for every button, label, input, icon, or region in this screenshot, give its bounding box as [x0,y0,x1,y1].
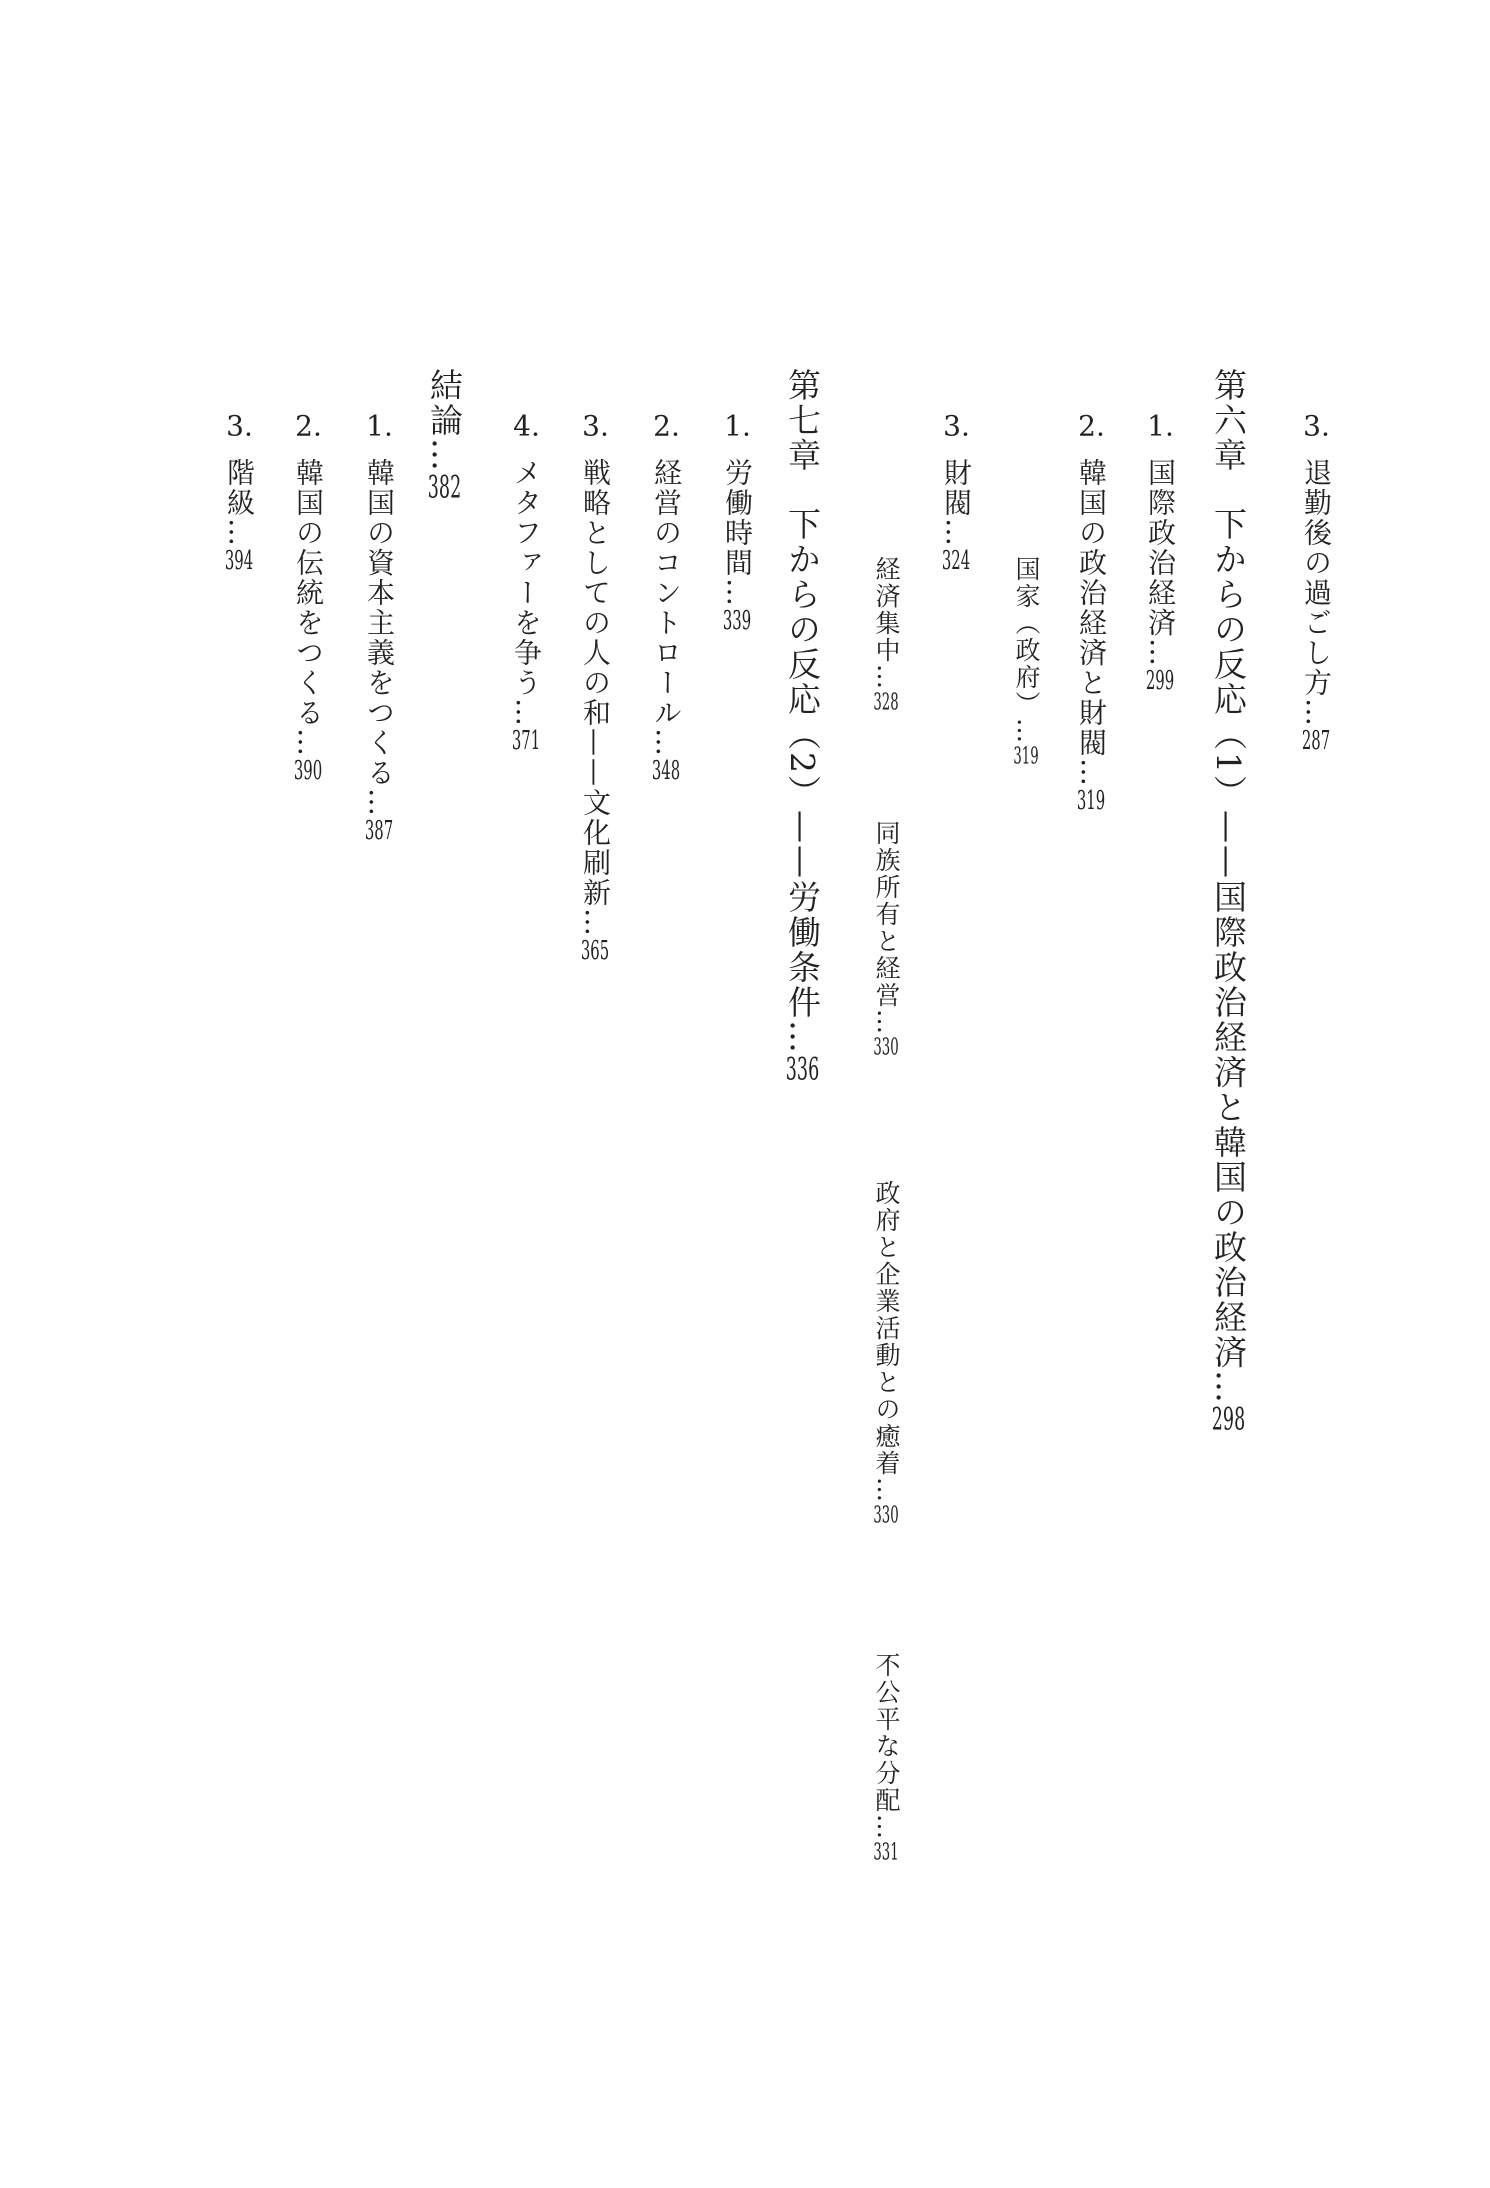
toc-subentry[interactable] [874,556,899,714]
entry-title: メタファーを争う… [510,458,543,728]
toc-entry[interactable] [292,412,325,784]
entry-page: 331 [873,1841,899,1864]
chapter-label: 第六章 [1209,368,1248,473]
entry-page: 319 [1076,788,1106,814]
chapter-heading[interactable] [425,368,464,504]
entry-title: 財閥… [940,458,973,548]
toc-entry[interactable] [1300,412,1333,754]
entry-page: 387 [364,818,394,844]
chapter-title: 下からの反応（2）——労働条件… [783,507,822,1055]
entry-page: 371 [511,728,541,754]
entry-number: 1. [366,412,393,440]
entry-page: 330 [873,1504,899,1527]
toc-entry[interactable] [223,412,256,574]
entry-number: 3. [226,412,253,440]
entry-page: 394 [224,548,254,574]
entry-title: 同族所有と経営… [872,820,901,1036]
entry-page: 328 [873,691,899,714]
entry-title: 国家（政府）… [1012,556,1041,745]
entry-number: 3. [1303,412,1330,440]
entry-title: 韓国の伝統をつくる… [292,458,325,758]
entry-title: 韓国の政治経済と財閥… [1075,458,1108,788]
entry-title: 戦略としての人の和——文化刷新… [579,458,612,938]
entry-number: 3. [943,412,970,440]
entry-page: 382 [427,473,462,504]
entry-number: 2. [653,412,680,440]
entry-page: 299 [1145,668,1175,694]
toc-entry[interactable] [579,412,612,964]
entry-title: 韓国の資本主義をつくる… [363,458,396,818]
toc-entry[interactable] [650,412,683,784]
entry-page: 324 [941,548,971,574]
entry-title: 国際政治経済… [1144,458,1177,668]
entry-page: 348 [651,758,681,784]
chapter-heading[interactable] [783,368,822,1086]
entry-page: 287 [1301,728,1331,754]
entry-page: 298 [1211,1405,1246,1436]
toc-subentry[interactable] [1014,556,1039,768]
toc-entry[interactable] [1075,412,1108,814]
entry-page: 330 [873,1036,899,1059]
entry-page: 365 [580,938,610,964]
entry-title: 経営のコントロール… [650,458,683,758]
entry-number: 2. [295,412,322,440]
entry-page: 390 [293,758,323,784]
entry-page: 319 [1013,745,1039,768]
entry-number: 3. [582,412,609,440]
chapter-title: 結論… [425,368,464,473]
toc-subentry[interactable] [874,1652,899,1864]
entry-number: 4. [513,412,540,440]
toc-subentry[interactable] [874,1180,899,1527]
entry-title: 階級… [223,458,256,548]
entry-title: 経済集中… [872,556,901,691]
entry-page: 339 [722,608,752,634]
entry-number: 1. [724,412,751,440]
toc-entry[interactable] [363,412,396,844]
chapter-label: 第七章 [783,368,822,473]
entry-title: 労働時間… [721,458,754,608]
toc-subentry[interactable] [874,820,899,1059]
toc-entry[interactable] [1144,412,1177,694]
toc-entry[interactable] [721,412,754,634]
toc-entry[interactable] [510,412,543,754]
entry-title: 不公平な分配… [872,1652,901,1841]
chapter-title: 下からの反応（1）——国際政治経済と韓国の政治経済… [1209,507,1248,1405]
entry-page: 336 [785,1055,820,1086]
chapter-heading[interactable] [1209,368,1248,1436]
entry-title: 退勤後の過ごし方… [1300,458,1333,728]
toc-entry[interactable] [940,412,973,574]
entry-number: 1. [1147,412,1174,440]
entry-title: 政府と企業活動との癒着… [872,1180,901,1504]
entry-number: 2. [1078,412,1105,440]
